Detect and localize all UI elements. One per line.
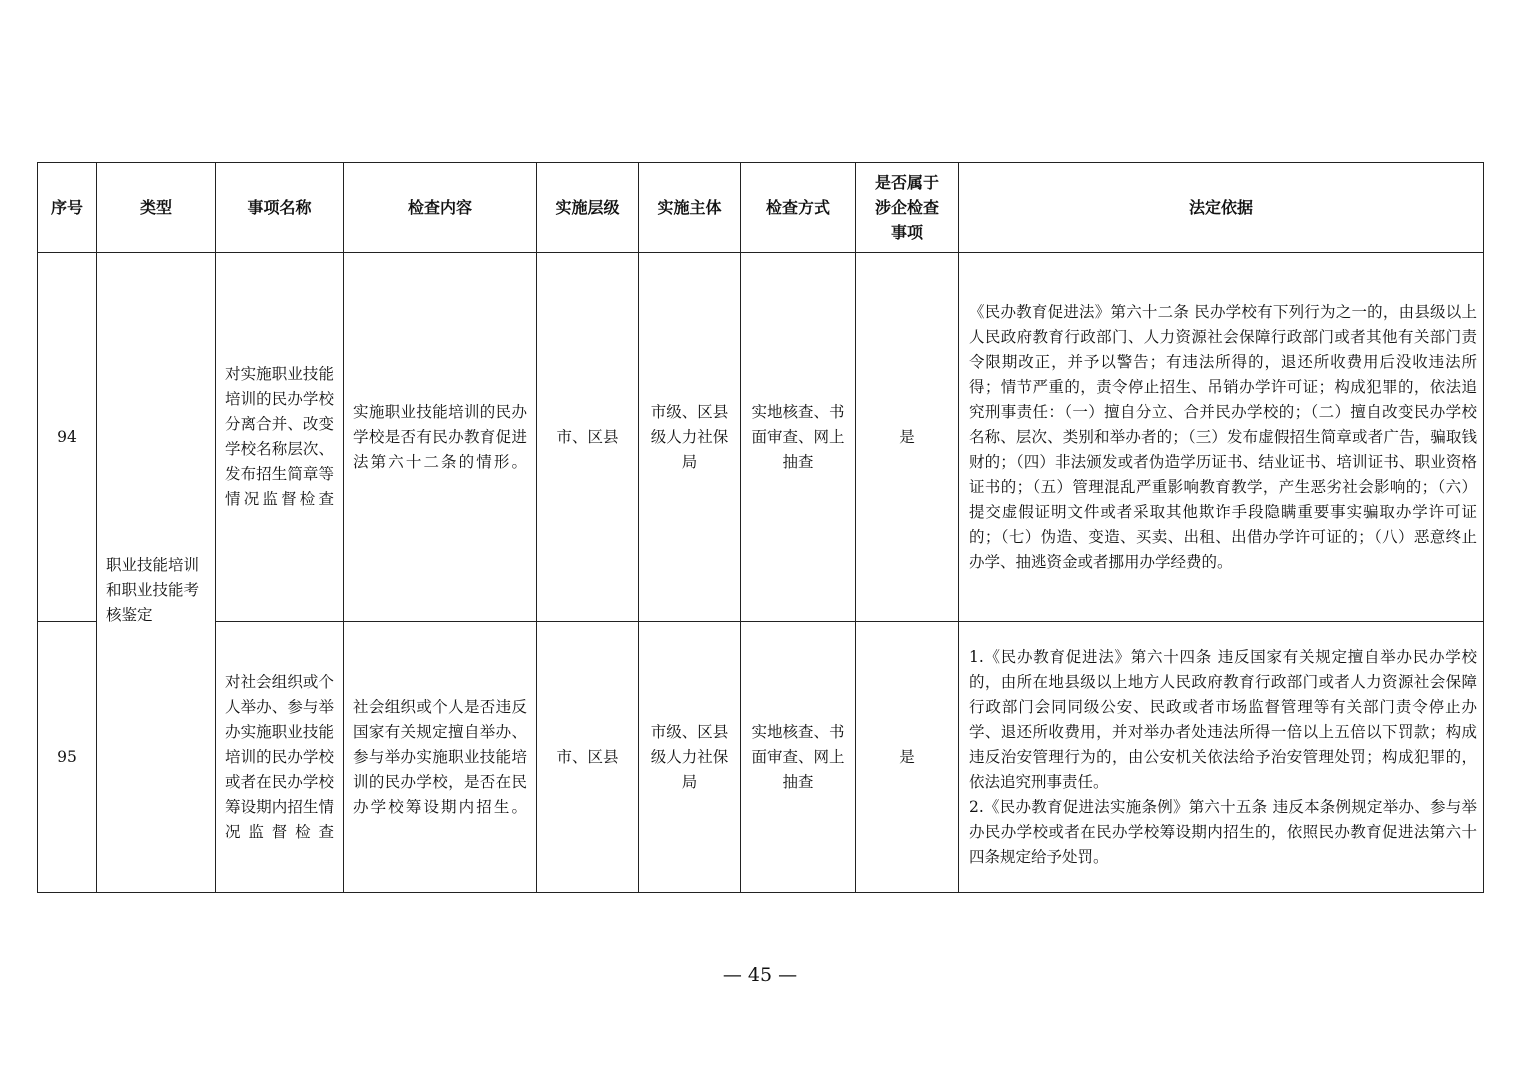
row-basis [959, 253, 1484, 622]
header-seq: 序号 [38, 163, 97, 253]
header-enterprise-line1: 是否属于 [874, 173, 939, 192]
row-seq: 95 [38, 622, 97, 893]
header-enterprise [856, 163, 959, 253]
row-enterprise: 是 [856, 253, 959, 622]
basis-paragraph: 《民办教育促进法》第六十二条 民办学校有下列行为之一的，由县级以上人民政府教育行政部门、人力资源社会保障行政部门或者其他有关部门责令限期改正，并予以警告；有违法所得的，退还所收费用后没收违法所得；情节严重的，责令停止招生、吊销办学许可证；构成犯罪的，依法追究刑事责任：（一）擅自分立、合并民办学校的；（二）擅自改变民办学校名称、层次、类别和举办者的；（三）发布虚假招生简章或者广告，骗取钱财的；（四）非法颁发或者伪造学历证书、结业证书、培训证书、职业资格证书的；（五）管理混乱严重影响教育教学，产生恶劣社会影响的；（六）提交虚假证明文件或者采取其他欺诈手段隐瞒重要事实骗取办学许可证的；（七）伪造、变造、买卖、出租、出借办学许可证的；（八）恶意终止办学、抽逃资金或者挪用办学经费的。 [969, 302, 1477, 571]
row-basis [959, 622, 1484, 893]
header-enterprise-line3: 事项 [890, 223, 923, 242]
basis-paragraph: 2.《民办教育促进法实施条例》第六十五条 违反本条例规定举办、参与举办民办学校或者在民办学校筹设期内招生的，依照民办教育促进法第六十四条规定给予处罚。 [969, 797, 1477, 866]
row-type: 职业技能培训和职业技能考核鉴定 [97, 253, 216, 893]
row-level: 市、区县 [537, 253, 639, 622]
basis-paragraph: 1.《民办教育促进法》第六十四条 违反国家有关规定擅自举办民办学校的，由所在地县级以上地方人民政府教育行政部门或者人力资源社会保障行政部门会同同级公安、民政或者市场监督管理等有关部门责令停止办学、退还所收费用，并对举办者处违法所得一倍以上五倍以下罚款；构成违反治安管理行为的，由公安机关依法给予治安管理处罚；构成犯罪的，依法追究刑事责任。 [969, 647, 1477, 791]
row-item: 对社会组织或个人举办、参与举办实施职业技能培训的民办学校或者在民办学校筹设期内招生情况监督检查 [216, 622, 344, 893]
row-content: 实施职业技能培训的民办学校是否有民办教育促进法第六十二条的情形。 [344, 253, 537, 622]
inspection-table [37, 162, 1484, 893]
header-item: 事项名称 [216, 163, 344, 253]
header-basis: 法定依据 [959, 163, 1484, 253]
header-type: 类型 [97, 163, 216, 253]
row-method: 实地核查、书面审查、网上抽查 [741, 622, 856, 893]
row-seq: 94 [38, 253, 97, 622]
page-number: — 45 — [722, 964, 798, 986]
row-subject: 市级、区县级人力社保局 [639, 253, 741, 622]
row-content: 社会组织或个人是否违反国家有关规定擅自举办、参与举办实施职业技能培训的民办学校，是否在民办学校筹设期内招生。 [344, 622, 537, 893]
header-subject: 实施主体 [639, 163, 741, 253]
row-subject: 市级、区县级人力社保局 [639, 622, 741, 893]
header-level: 实施层级 [537, 163, 639, 253]
row-level: 市、区县 [537, 622, 639, 893]
header-method: 检查方式 [741, 163, 856, 253]
header-content: 检查内容 [344, 163, 537, 253]
header-row [38, 163, 1484, 253]
header-enterprise-line2: 涉企检查 [874, 198, 939, 217]
table-row [38, 253, 1484, 622]
row-enterprise: 是 [856, 622, 959, 893]
table-row [38, 622, 1484, 893]
row-method: 实地核查、书面审查、网上抽查 [741, 253, 856, 622]
row-item: 对实施职业技能培训的民办学校分离合并、改变学校名称层次、发布招生简章等情况监督检查 [216, 253, 344, 622]
